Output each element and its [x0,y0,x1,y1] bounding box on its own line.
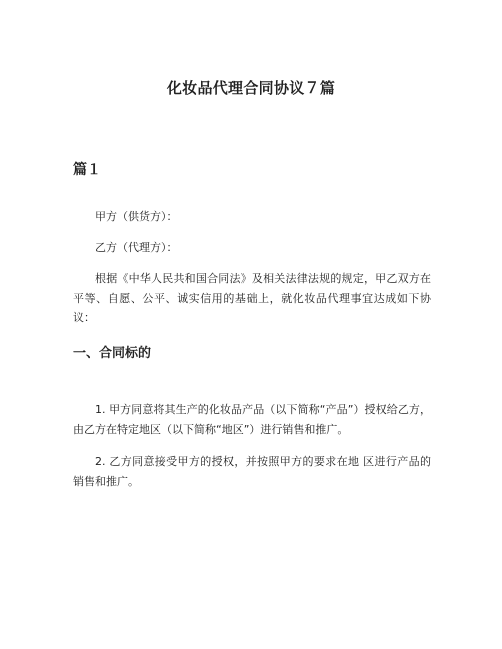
preamble-paragraph: 根据《中华人民共和国合同法》及相关法律法规的规定，甲乙双方在平等、自愿、公平、诚实信用的基础上，就化妆品代理事宜达成如下协议： [73,272,431,324]
party-b-line: 乙方（代理方）： [95,241,178,254]
party-a-line: 甲方（供货方）： [95,210,178,223]
document-title: 化妆品代理合同协议７篇 [166,79,336,97]
clause-1: 1. 甲方同意将其生产的化妆品产品（以下简称“产品”）授权给乙方，由乙方在特定地区（以下简称“地区”）进行销售和推广。 [73,403,431,436]
subheading-contract-subject: 一、合同标的 [73,346,152,361]
section-heading: 篇１ [73,162,101,178]
clause-2: 2. 乙方同意接受甲方的授权，并按照甲方的要求在地 区进行产品的销售和推广。 [73,455,431,488]
